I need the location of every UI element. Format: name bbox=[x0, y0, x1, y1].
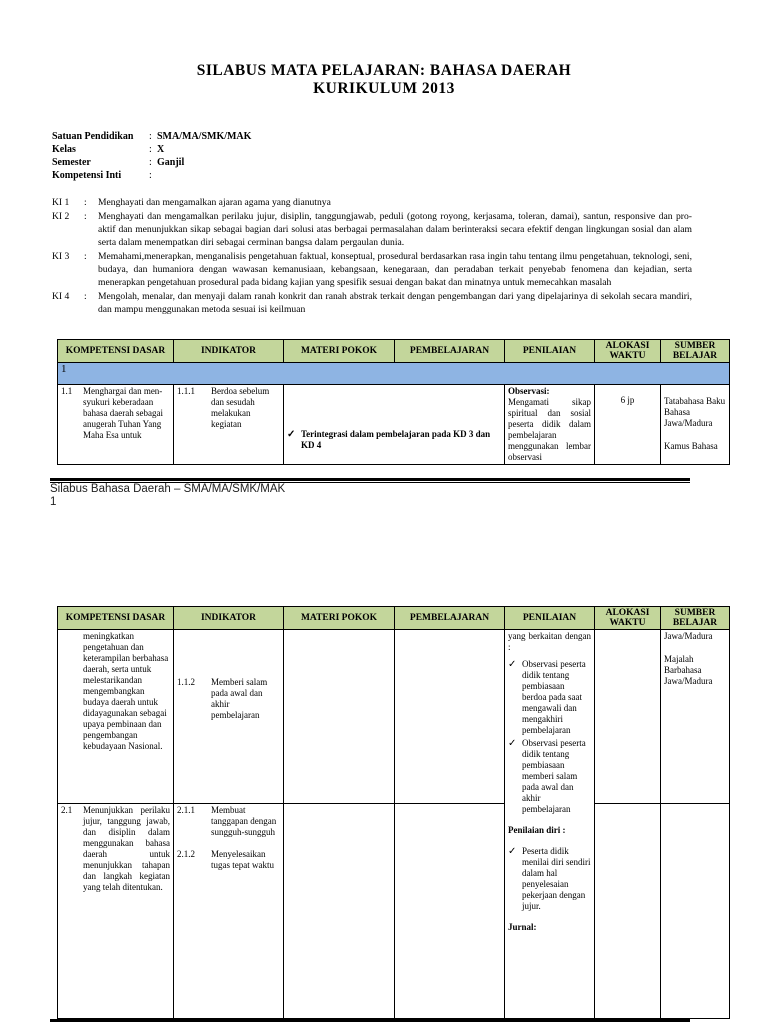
indikator-cell bbox=[174, 385, 284, 465]
kd-text-continued: meningkatkan pengetahuan dan keterampilan berbahasa daerah, serta untuk melestarikandan mengembangkan budaya daerah untuk didayagunakan sebagai upaya pembinaan dan pengembangan kebudayaan Nasional. bbox=[83, 631, 169, 751]
page-number: 1 bbox=[50, 496, 57, 508]
header-materi-pokok: MATERI POKOK bbox=[284, 607, 395, 630]
info-colon: : bbox=[149, 144, 152, 155]
indikator-cell bbox=[174, 804, 284, 1019]
check-icon: ✓ bbox=[287, 429, 296, 440]
check-icon: ✓ bbox=[508, 846, 517, 857]
indikator-number: 2.1.1 bbox=[177, 805, 195, 815]
ki-row bbox=[52, 250, 692, 289]
header-indikator: INDIKATOR bbox=[174, 607, 284, 630]
info-colon: : bbox=[149, 170, 152, 181]
alokasi-cell bbox=[595, 385, 661, 465]
header-alokasi-waktu: ALOKASI WAKTU bbox=[595, 340, 661, 363]
info-colon: : bbox=[149, 157, 152, 168]
kd-cell bbox=[58, 804, 174, 1019]
table-header-row bbox=[58, 607, 730, 630]
header-penilaian: PENILAIAN bbox=[505, 607, 595, 630]
ki-row bbox=[52, 196, 692, 209]
info-label: Kompetensi Inti bbox=[52, 170, 122, 181]
syllabus-table-page1 bbox=[57, 339, 730, 465]
section-band-row bbox=[58, 363, 730, 385]
penilaian-diri-heading: Penilaian diri bbox=[508, 825, 561, 835]
indikator-text: Berdoa sebelum dan sesudah melakukan kegiatan bbox=[211, 386, 270, 429]
ki-label: KI 4 bbox=[52, 291, 70, 302]
indikator-number: 1.1.2 bbox=[177, 677, 195, 687]
indikator-text: Memberi salam pada awal dan akhir pembelajaran bbox=[211, 677, 268, 720]
section-band-label: 1 bbox=[58, 363, 730, 385]
info-row-semester bbox=[52, 156, 251, 169]
footer-rule bbox=[50, 1019, 690, 1022]
alokasi-value: 6 jp bbox=[620, 395, 635, 405]
kd-cell bbox=[58, 385, 174, 465]
indikator-cell bbox=[174, 630, 284, 804]
header-sumber-belajar: SUMBER BELAJAR bbox=[661, 607, 730, 630]
penilaian-text: Mengamati sikap spiritual dan sosial peserta didik dalam pembelajaran menggunakan lembar observasi bbox=[508, 397, 591, 462]
kd-number: 1.1 bbox=[61, 386, 73, 396]
ki-text: Menghayati dan mengamalkan ajaran agama yang dianutnya bbox=[98, 197, 331, 208]
sumber-cell bbox=[661, 630, 730, 804]
ki-colon: : bbox=[84, 291, 87, 302]
penilaian-text-continued: yang berkaitan dengan : bbox=[508, 631, 591, 652]
alokasi-cell bbox=[595, 804, 661, 1019]
header-indikator: INDIKATOR bbox=[174, 340, 284, 363]
indikator-text: Menyelesaikan tugas tepat waktu bbox=[211, 849, 274, 870]
ki-text: Mengolah, menalar, dan menyaji dalam ranah konkrit dan ranah abstrak terkait dengan pengembangan dari yang dipelajarinya di sekolah secara mandiri, dan mampu menggunakan metoda sesuai isi keilmuan bbox=[98, 291, 692, 315]
penilaian-cell: Observasi: Mengamati sikap spiritual dan sosial peserta didik dalam pembelajaran menggunakan lembar observasi bbox=[505, 385, 595, 465]
materi-cell bbox=[284, 804, 395, 1019]
indikator-text: Membuat tanggapan dengan sungguh-sungguh bbox=[211, 805, 277, 837]
ki-text: Memahami,menerapkan, menganalisis pengetahuan faktual, konseptual, prosedural berdasarkan rasa ingin tahu tentang ilmu pengetahuan, teknologi, seni, budaya, dan humaniora dengan wawasan kemanusiaan, kebangsaan, kenegaraan, dan peradaban terkait penyebab fenomena dan kejadian, serta menerapkan pengetahuan prosedural pada bidang kajian yang spesifik sesuai dengan bakat dan minatnya untuk memecahkan masalah bbox=[98, 251, 692, 288]
header-penilaian: PENILAIAN bbox=[505, 340, 595, 363]
ki-colon: : bbox=[84, 251, 87, 262]
header-pembelajaran: PEMBELAJARAN bbox=[395, 607, 505, 630]
info-label: Kelas bbox=[52, 144, 76, 155]
ki-label: KI 3 bbox=[52, 251, 70, 262]
header-kompetensi-dasar: KOMPETENSI DASAR bbox=[58, 607, 174, 630]
penilaian-cell: yang berkaitan dengan : ✓ Observasi peserta didik tentang pembiasaan berdoa pada saat mengawali dan mengakhiri pembelajaran ✓ Observasi peserta didik tentang pembiasaan memberi salam pada awal dan akhir pembelajaran Penilaian diri : ✓ Peserta didik menilai diri sendiri dalam hal penyelesaian pekerjaan dengan jujur. Jurnal: bbox=[505, 630, 595, 1019]
document-title: SILABUS MATA PELAJARAN: BAHASA DAERAH bbox=[196, 62, 572, 79]
info-row-kompetensi-inti bbox=[52, 169, 251, 182]
indikator-number: 1.1.1 bbox=[177, 386, 195, 396]
sumber-item: Majalah Barbahasa Jawa/Madura bbox=[664, 654, 713, 686]
page-footer-title: Silabus Bahasa Daerah – SMA/MA/SMK/MAK bbox=[50, 483, 286, 495]
header-sumber-belajar: SUMBER BELAJAR bbox=[661, 340, 730, 363]
alokasi-cell bbox=[595, 630, 661, 804]
penilaian-item: Observasi peserta didik tentang pembiasaan berdoa pada saat mengawali dan mengakhiri pembelajaran bbox=[522, 659, 586, 735]
info-row-kelas bbox=[52, 143, 251, 156]
ki-colon: : bbox=[84, 211, 87, 222]
materi-text: Terintegrasi dalam pembelajaran pada KD 3 dan KD 4 bbox=[301, 429, 491, 450]
sumber-cell bbox=[661, 804, 730, 1019]
table-row bbox=[58, 630, 730, 804]
ki-text: Menghayati dan mengamalkan perilaku jujur, disiplin, tanggungjawab, peduli (gotong royong, kerjasama, toleran, damai), santun, responsive dan pro-aktif dan menunjukkan sikap sebagai bagian dari solusi atas berbagai permasalahan dalam berinteraksi secara efektif dengan lingkungan sosial dan alam serta dalam menempatkan diri sebagai cerminan bangsa dalam pergaulan dunia. bbox=[98, 211, 692, 248]
document-subtitle: KURIKULUM 2013 bbox=[313, 80, 455, 97]
table-row bbox=[58, 385, 730, 465]
info-label: Satuan Pendidikan bbox=[52, 131, 134, 142]
materi-cell bbox=[284, 385, 505, 465]
header-pembelajaran: PEMBELAJARAN bbox=[395, 340, 505, 363]
info-value: Ganjil bbox=[157, 157, 185, 168]
info-value: X bbox=[157, 144, 165, 155]
ki-label: KI 2 bbox=[52, 211, 70, 222]
pembelajaran-cell bbox=[395, 630, 505, 804]
ki-row bbox=[52, 210, 692, 249]
table-header-row bbox=[58, 340, 730, 363]
identity-block bbox=[52, 130, 251, 182]
sumber-item: Kamus Bahasa bbox=[664, 441, 718, 451]
kd-number: 2.1 bbox=[61, 805, 73, 815]
table-row bbox=[58, 804, 730, 1019]
penilaian-heading: Observasi bbox=[508, 386, 547, 396]
kd-text: Menunjukkan perilaku jujur, tanggung jawab, dan disiplin dalam menggunakan bahasa daerah untuk menunjukkan tahapan dan langkah kegiatan yang telah ditentukan. bbox=[83, 805, 170, 892]
ki-row bbox=[52, 290, 692, 316]
header-alokasi-waktu: ALOKASI WAKTU bbox=[595, 607, 661, 630]
kompetensi-inti-list bbox=[52, 196, 692, 317]
indikator-number: 2.1.2 bbox=[177, 849, 195, 859]
check-icon: ✓ bbox=[508, 659, 517, 670]
header-materi-pokok: MATERI POKOK bbox=[284, 340, 395, 363]
pembelajaran-cell bbox=[395, 804, 505, 1019]
info-label: Semester bbox=[52, 157, 91, 168]
kd-text: Menghargai dan men-syukuri keberadaan bahasa daerah sebagai anugerah Tuhan Yang Maha Esa untuk bbox=[83, 386, 163, 440]
sumber-item: Jawa/Madura bbox=[664, 631, 713, 641]
header-kompetensi-dasar: KOMPETENSI DASAR bbox=[58, 340, 174, 363]
check-icon: ✓ bbox=[508, 738, 517, 749]
info-colon: : bbox=[149, 131, 152, 142]
kd-cell bbox=[58, 630, 174, 804]
info-value: SMA/MA/SMK/MAK bbox=[157, 131, 252, 142]
sumber-item: Tatabahasa Baku Bahasa Jawa/Madura bbox=[664, 396, 726, 428]
ki-label: KI 1 bbox=[52, 197, 70, 208]
jurnal-heading: Jurnal bbox=[508, 922, 534, 932]
sumber-cell bbox=[661, 385, 730, 465]
penilaian-item: Observasi peserta didik tentang pembiasaan memberi salam pada awal dan akhir pembelajaran bbox=[522, 738, 586, 814]
materi-cell bbox=[284, 630, 395, 804]
info-row-satuan bbox=[52, 130, 251, 143]
footer-rule bbox=[50, 478, 690, 481]
ki-colon: : bbox=[84, 197, 87, 208]
syllabus-table-page2 bbox=[57, 606, 730, 1019]
penilaian-item: Peserta didik menilai diri sendiri dalam hal penyelesaian pekerjaan dengan jujur. bbox=[522, 846, 591, 911]
